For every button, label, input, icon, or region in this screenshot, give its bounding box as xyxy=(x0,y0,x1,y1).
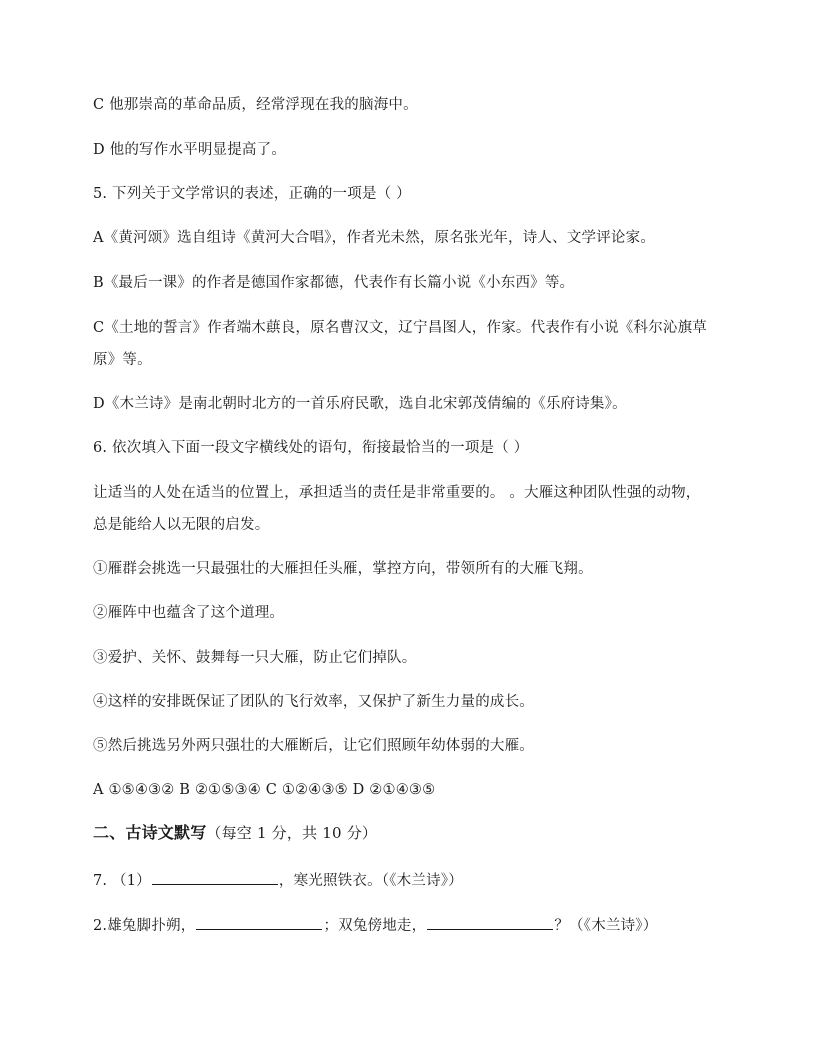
q7-line-1 xyxy=(93,870,733,891)
q4-option-d: D 他的写作水平明显提高了。 xyxy=(93,142,287,158)
q6-item-3: ③爱护、关怀、鼓舞每一只大雁，防止它们掉队。 xyxy=(93,650,417,666)
section-2-title: 二、古诗文默写 xyxy=(93,823,207,842)
section-2-heading xyxy=(93,823,733,843)
q6-item-1: ①雁群会挑选一只最强壮的大雁担任头雁，掌控方向，带领所有的大雁飞翔。 xyxy=(93,561,593,577)
q6-item-2: ②雁阵中也蕴含了这个道理。 xyxy=(93,605,285,621)
q6-item-5: ⑤然后挑选另外两只强壮的大雁断后，让它们照顾年幼体弱的大雁。 xyxy=(93,738,534,754)
q7-line1-suffix: ，寒光照铁衣。（《木兰诗》） xyxy=(278,873,463,889)
q6-passage: 让适当的人处在适当的位置上，承担适当的责任是非常重要的。 。大雁这种团队性强的动物，总是能给人以无限的启发。 xyxy=(93,485,701,533)
q6-stem: 6. 依次填入下面一段文字横线处的语句，衔接最恰当的一项是（ ） xyxy=(93,440,529,456)
fill-blank-1[interactable] xyxy=(152,870,278,885)
q7-line2-middle: ；双兔傍地走， xyxy=(323,918,427,934)
fill-blank-3[interactable] xyxy=(427,915,553,930)
q7-line2-prefix: 2.雄兔脚扑朔， xyxy=(93,918,196,934)
fill-blank-2[interactable] xyxy=(196,915,322,930)
q7-line2-suffix: ？（《木兰诗》） xyxy=(554,918,658,934)
q5-option-c: C《土地的誓言》作者端木蕻良，原名曹汉文，辽宁昌图人，作家。代表作有小说《科尔沁旗草原》等。 xyxy=(93,320,707,368)
q7-line-2 xyxy=(93,915,733,936)
q6-item-4: ④这样的安排既保证了团队的飞行效率，又保护了新生力量的成长。 xyxy=(93,694,534,710)
q5-stem: 5. 下列关于文学常识的表述，正确的一项是（ ） xyxy=(93,186,411,202)
q5-option-b: B《最后一课》的作者是德国作家都德，代表作有长篇小说《小东西》等。 xyxy=(93,275,575,291)
q6-options: A ①⑤④③② B ②①⑤③④ C ①②④③⑤ D ②①④③⑤ xyxy=(93,782,436,798)
q4-option-c: C 他那崇高的革命品质，经常浮现在我的脑海中。 xyxy=(93,97,418,113)
section-2-score-note: （每空 1 分，共 10 分） xyxy=(206,824,378,842)
q5-option-a: A《黄河颂》选自组诗《黄河大合唱》，作者光未然，原名张光年，诗人、文学评论家。 xyxy=(93,230,656,246)
q5-option-d: D《木兰诗》是南北朝时北方的一首乐府民歌，选自北宋郭茂倩编的《乐府诗集》。 xyxy=(93,396,627,412)
q7-line1-prefix: 7. （1） xyxy=(93,873,151,889)
